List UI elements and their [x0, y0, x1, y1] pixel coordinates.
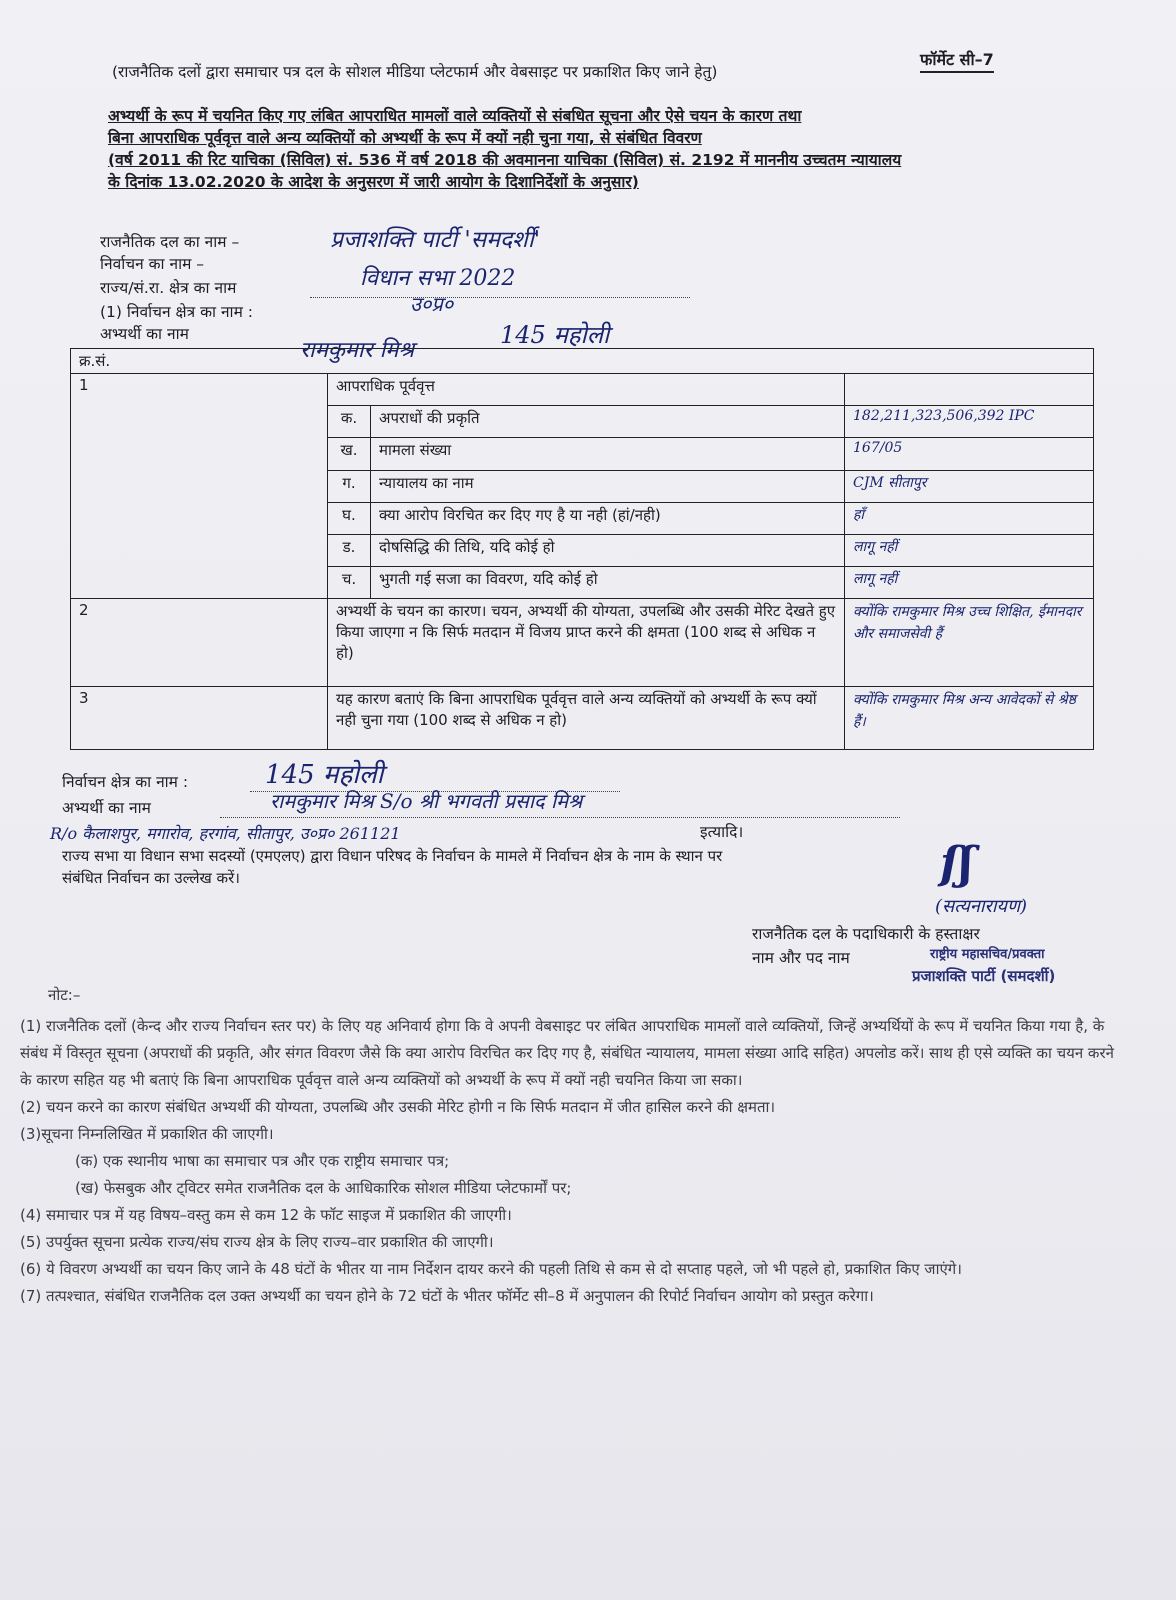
name-designation-label: नाम और पद नाम — [752, 949, 850, 967]
table-header-row — [71, 349, 1094, 374]
row3-answer: क्योंकि रामकुमार मिश्र अन्य आवेदकों से श्रेष्ठ हैं। — [845, 686, 1094, 749]
row3-text: यह कारण बताएं कि बिना आपराधिक पूर्ववृत्त वाले अन्य व्यक्तियों को अभ्यर्थी के रूप क्यों नही चुना गया (100 शब्द से अधिक न हो) — [328, 686, 845, 749]
election-name-value: विधान सभा 2022 — [360, 266, 516, 291]
criminal-antecedents-table — [70, 348, 1094, 750]
party-name-label: राजनैतिक दल का नाम – — [100, 233, 240, 251]
stamp-line-2: प्रजाशक्ति पार्टी (समदर्शी) — [912, 967, 1056, 985]
election-name-label: निर्वाचन का नाम – — [100, 255, 205, 273]
table-row — [71, 686, 1094, 749]
heading-line-3: (वर्ष 2011 की रिट याचिका (सिविल) सं. 536 में वर्ष 2018 की अवमानना याचिका (सिविल) सं. 2192 में माननीय उच्चतम न्यायालय — [108, 151, 902, 169]
subrow-label: न्यायालय का नाम — [371, 470, 845, 502]
state-name-value: उ०प्र० — [410, 292, 454, 316]
row2-answer: क्योंकि रामकुमार मिश्र उच्च शिक्षित, ईमानदार और समाजसेवी हैं — [845, 599, 1094, 687]
note-6: (6) ये विवरण अभ्यर्थी का चयन किए जाने के 48 घंटों के भीतर या नाम निर्देशन दायर करने की पहली तिथि से कम से दो सप्ताह पहले, जो भी पहले हो, प्रकाशित किए जाएंगे। — [20, 1260, 962, 1278]
subrow-letter: ड. — [328, 534, 371, 566]
note-3b: (ख) फेसबुक और ट्विटर समेत राजनैतिक दल के आधिकारिक सोशल मीडिया प्लेटफार्मों पर; — [75, 1179, 572, 1197]
note-4: (4) समाचार पत्र में यह विषय–वस्तु कम से कम 12 के फॉट साइज में प्रकाशित की जाएगी। — [20, 1206, 512, 1224]
heading-line-1: अभ्यर्थी के रूप में चयनित किए गए लंबित आपराधित मामलों वाले व्यक्तियों से संबधित सूचना और ऐसे चयन के कारण तथा — [108, 107, 802, 125]
note-3a: (क) एक स्थानीय भाषा का समाचार पत्र और एक राष्ट्रीय समाचार पत्र; — [75, 1152, 450, 1170]
form-subtitle: (राजनैतिक दलों द्वारा समाचार पत्र दल के सोशल मीडिया प्लेटफार्म और वेबसाइट पर प्रकाशित किए जाने हेतु) — [112, 63, 718, 81]
subrow-letter: ख. — [328, 438, 371, 470]
form-heading — [108, 105, 1093, 193]
note-2: (2) चयन करने का कारण संबंधित अभ्यर्थी की योग्यता, उपलब्धि और उसकी मेरिट होगी न कि सिर्फ मतदान में जीत हासिल करने की क्षमता। — [20, 1098, 776, 1116]
row-number: 1 — [71, 374, 328, 599]
subrow-answer: लागू नहीं — [845, 534, 1094, 566]
candidate-dotted-line — [220, 816, 900, 818]
instruction-line-1: राज्य सभा या विधान सभा सदस्यों (एमएलए) द्वारा विधान परिषद के निर्वाचन के मामले में निर्वाचन क्षेत्र के नाम के स्थान पर — [62, 847, 723, 865]
signature-label: राजनैतिक दल के पदाधिकारी के हस्ताक्षर — [752, 925, 980, 943]
table-row — [71, 374, 1094, 406]
notes-title: नोट:– — [48, 986, 81, 1004]
party-name-value: प्रजाशक्ति पार्टी 'समदर्शी' — [330, 227, 541, 253]
state-dotted-line — [310, 296, 690, 298]
subrow-label: भुगती गई सजा का विवरण, यदि कोई हो — [371, 567, 845, 599]
subrow-answer: CJM सीतापुर — [845, 470, 1094, 502]
stamp-line-1: राष्ट्रीय महासचिव/प्रवक्ता — [930, 947, 1045, 962]
instruction-line-2: संबंधित निर्वाचन का उल्लेख करें। — [62, 869, 240, 887]
below-constituency-label: निर्वाचन क्षेत्र का नाम : — [62, 773, 189, 791]
constituency-label: (1) निर्वाचन क्षेत्र का नाम : — [100, 303, 253, 321]
subrow-answer: 182,211,323,506,392 IPC — [845, 406, 1094, 438]
etc-text: इत्यादि। — [700, 823, 744, 841]
subrow-label: दोषसिद्धि की तिथि, यदि कोई हो — [371, 534, 845, 566]
note-7: (7) तत्पश्चात, संबंधित राजनैतिक दल उक्त अभ्यर्थी का चयन होने के 72 घंटों के भीतर फॉर्मेट सी–8 में अनुपालन की रिपोर्ट निर्वाचन आयोग को प्रस्तुत करेगा। — [20, 1287, 874, 1305]
subrow-letter: च. — [328, 567, 371, 599]
subrow-label: मामला संख्या — [371, 438, 845, 470]
row1-title: आपराधिक पूर्ववृत्त — [328, 374, 845, 406]
subrow-label: क्या आरोप विरचित कर दिए गए है या नही (हां/नही) — [371, 502, 845, 534]
constituency-value: 145 महोली — [500, 321, 610, 349]
candidate-address: R/o कैलाशपुर, मगारोव, हरगांव, सीतापुर, उ०प्र० 261121 — [50, 824, 401, 843]
format-label: फॉर्मेट सी–7 — [920, 48, 994, 73]
signer-name: (सत्यनारायण) — [935, 896, 1028, 917]
notes-section — [20, 986, 1130, 1310]
heading-line-2: बिना आपराधिक पूर्ववृत्त वाले अन्य व्यक्तियों को अभ्यर्थी के रूप में क्यों नही चुना गया, से संबंधित विवरण — [108, 129, 702, 147]
subrow-label: अपराधों की प्रकृति — [371, 406, 845, 438]
subrow-letter: क. — [328, 406, 371, 438]
candidate-label: अभ्यर्थी का नाम — [100, 325, 189, 343]
below-candidate-label: अभ्यर्थी का नाम — [62, 799, 151, 817]
row-number: 3 — [71, 686, 328, 749]
table-row — [71, 599, 1094, 687]
row2-text: अभ्यर्थी के चयन का कारण। चयन, अभ्यर्थी की योग्यता, उपलब्धि और उसकी मेरिट देखते हुए किया जाएगा न कि सिर्फ मतदान में विजय प्राप्त करने की क्षमता (100 शब्द से अधिक न हो) — [328, 599, 845, 687]
note-1: (1) राजनैतिक दलों (केन्द और राज्य निर्वाचन स्तर पर) के लिए यह अनिवार्य होगा कि वे अपनी वेबसाइट पर लंबित आपराधिक मामलों वाले व्यक्तियों, जिन्हें अभ्यर्थियों के रूप में चयनित किया गया है, के संबंध में विस्तृत सूचना (अपराधों की प्रकृति, और संगत विवरण जैसे कि क्या आरोप विरचित कर दिए गए है, संबंधित न्यायालय, मामला संख्या आदि सहित) अपलोड करें। साथ ही एसे व्यक्ति का चयन करने के कारण सहित यह भी बताएं कि बिना आपराधिक पूर्ववृत्त वाले अन्य व्यक्तियों को अभ्यर्थी के रूप में क्यों नही चयनित किया जा सका। — [20, 1017, 1114, 1089]
subrow-answer: 167/05 — [845, 438, 1094, 470]
state-name-label: राज्य/सं.रा. क्षेत्र का नाम — [100, 279, 237, 297]
subrow-letter: ग. — [328, 470, 371, 502]
below-candidate-value: रामकुमार मिश्र S/o श्री भगवती प्रसाद मिश्र — [270, 789, 583, 813]
note-3: (3)सूचना निम्नलिखित में प्रकाशित की जाएगी। — [20, 1125, 274, 1143]
signature-mark: ſʃ — [940, 838, 974, 889]
note-5: (5) उपर्युक्त सूचना प्रत्येक राज्य/संघ राज्य क्षेत्र के लिए राज्य–वार प्रकाशित की जाएगी। — [20, 1233, 494, 1251]
sno-header: क्र.सं. — [71, 349, 1094, 374]
row-number: 2 — [71, 599, 328, 687]
subrow-letter: घ. — [328, 502, 371, 534]
heading-line-4: के दिनांक 13.02.2020 के आदेश के अनुसरण में जारी आयोग के दिशानिर्देशों के अनुसार) — [108, 173, 639, 191]
candidate-value: रामकुमार मिश्र — [300, 338, 415, 363]
below-constituency-value: 145 महोली — [265, 760, 384, 790]
subrow-answer: हाँ — [845, 502, 1094, 534]
subrow-answer: लागू नहीं — [845, 567, 1094, 599]
